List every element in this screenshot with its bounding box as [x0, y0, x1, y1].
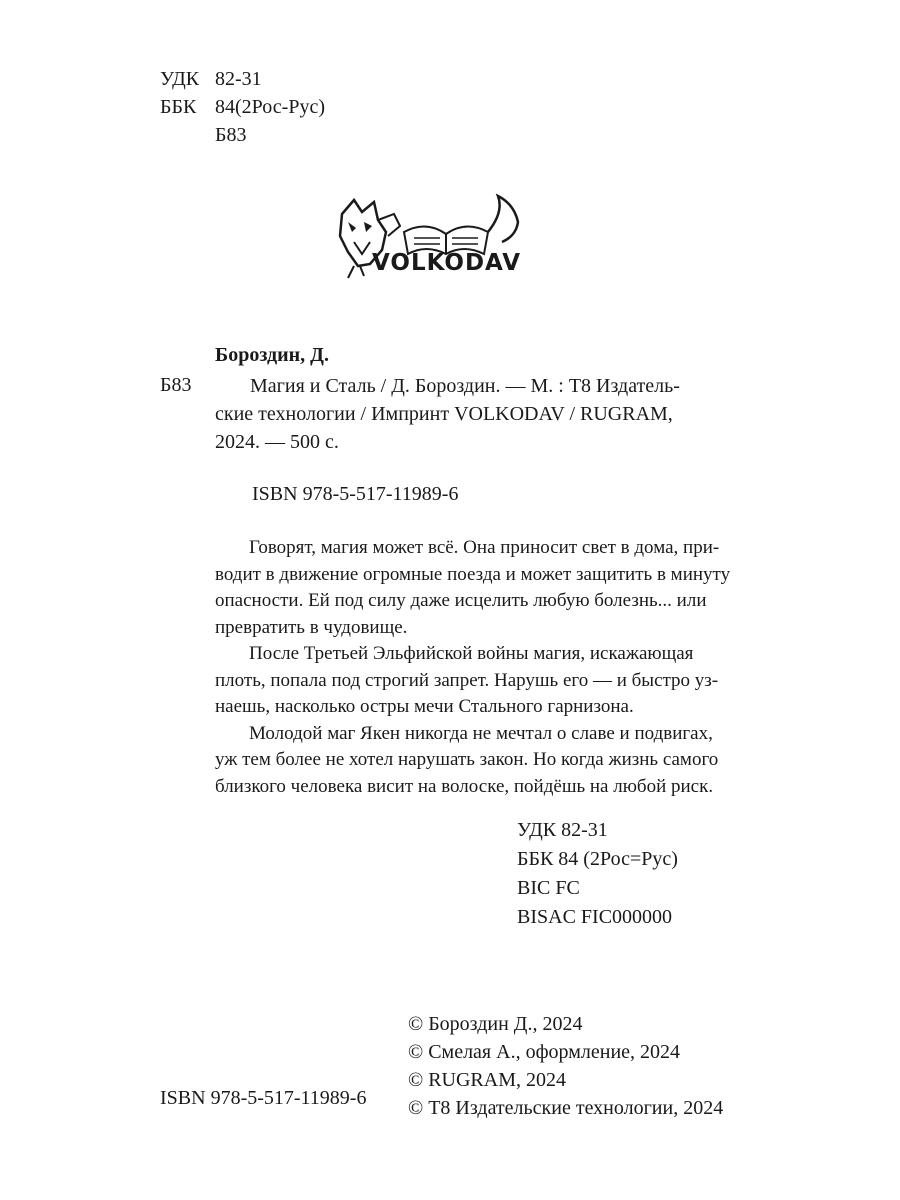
bbk-value: 84(2Рос-Рус) — [215, 96, 325, 118]
copyright-line: © Смелая А., оформление, 2024 — [408, 1041, 681, 1063]
author-name: Бороздин, Д. — [215, 344, 329, 366]
annotation-line: близкого человека висит на волоске, пойдёшь на любой риск. — [215, 775, 714, 797]
udk-value: 82-31 — [215, 68, 262, 90]
classification-line: ББК 84 (2Рос=Рус) — [517, 848, 678, 870]
annotation-line: Молодой маг Якен никогда не мечтал о славе и подвигах, — [249, 722, 713, 744]
bib-line: Магия и Сталь / Д. Бороздин. — М. : Т8 Издатель- — [250, 375, 680, 397]
copyright-line: © Т8 Издательские технологии, 2024 — [408, 1097, 724, 1119]
annotation-line: плоть, попала под строгий запрет. Нарушь его — и быстро уз- — [215, 669, 719, 691]
footer-isbn: ISBN 978-5-517-11989-6 — [160, 1087, 367, 1109]
bbk-label: ББК — [160, 96, 197, 118]
classification-line: УДК 82-31 — [517, 819, 608, 841]
copyright-line: © RUGRAM, 2024 — [408, 1069, 566, 1091]
classification-line: BIC FC — [517, 877, 580, 899]
udk-label: УДК — [160, 68, 200, 90]
copyright-line: © Бороздин Д., 2024 — [408, 1013, 583, 1035]
classification-block — [517, 816, 678, 932]
bib-description — [215, 372, 680, 456]
annotation-line: водит в движение огромные поезда и может защитить в минуту — [215, 563, 731, 585]
annotation-line: уж тем более не хотел нарушать закон. Но когда жизнь самого — [215, 749, 719, 770]
logo-text: VOLKODAV — [372, 250, 522, 276]
annotation-line: После Третьей Эльфийской войны магия, искажающая — [249, 643, 694, 664]
annotation-line: наешь, насколько остры мечи Стального гарнизона. — [215, 696, 634, 717]
annotation-line: Говорят, магия может всё. Она приносит свет в дома, при- — [249, 537, 720, 558]
bib-line: 2024. — 500 с. — [215, 431, 339, 453]
bib-mark: Б83 — [160, 374, 192, 396]
classification-line: BISAC FIC000000 — [517, 906, 673, 928]
bib-isbn: ISBN 978-5-517-11989-6 — [252, 483, 459, 505]
copyright-block — [408, 1010, 723, 1122]
bib-line: ские технологии / Импринт VOLKODAV / RUGRAM, — [215, 403, 673, 425]
annotation-line: превратить в чудовище. — [215, 616, 408, 638]
annotation-line: опасности. Ей под силу даже исцелить любую болезнь... или — [215, 590, 707, 611]
annotation — [215, 535, 730, 800]
author-mark: Б83 — [215, 124, 247, 146]
